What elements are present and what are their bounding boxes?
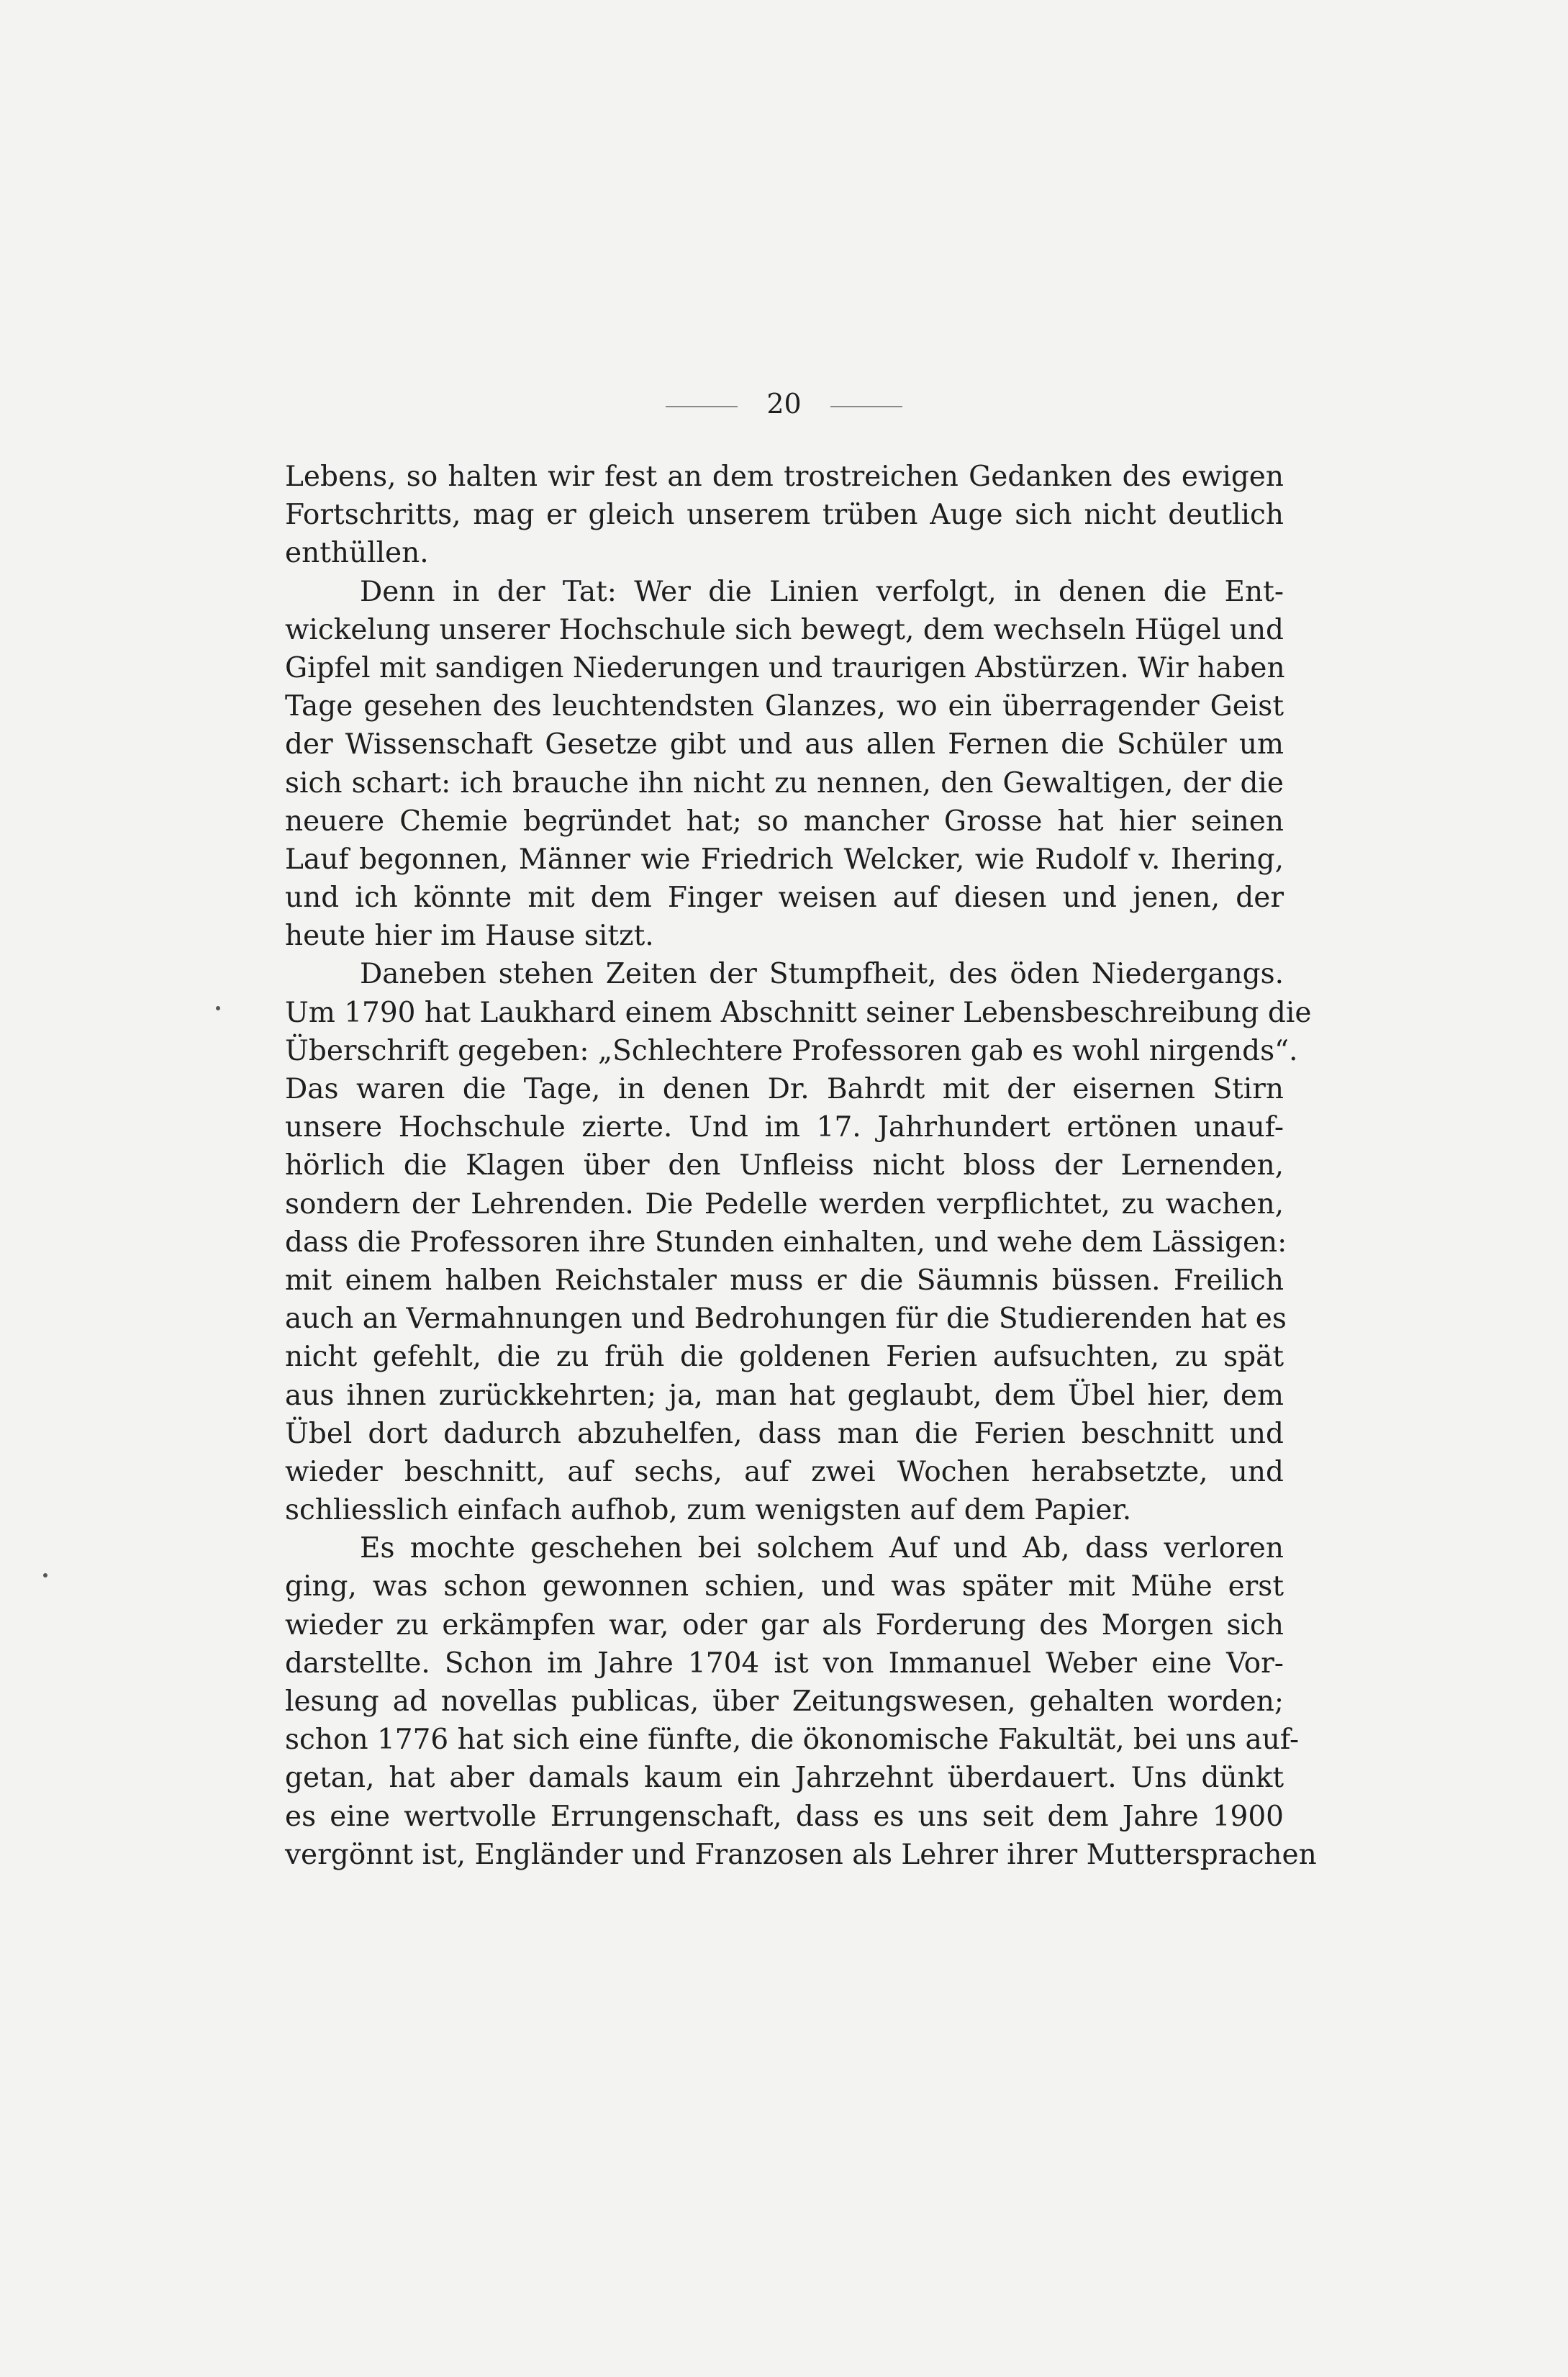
text-line: sondern der Lehrenden. Die Pedelle werden verpflichtet, zu wachen,	[285, 1187, 1284, 1221]
text-line: lesung ad novellas publicas, über Zeitungswesen, gehalten worden;	[285, 1685, 1284, 1718]
body-text	[285, 458, 1317, 1874]
text-line: wieder beschnitt, auf sechs, auf zwei Wochen herabsetzte, und	[285, 1455, 1284, 1488]
text-line: Überschrift gegeben: „Schlechtere Professoren gab es wohl nirgends“.	[285, 1034, 1298, 1067]
text-line: ging, was schon gewonnen schien, und was später mit Mühe erst	[285, 1570, 1284, 1603]
text-line: Das waren die Tage, in denen Dr. Bahrdt mit der eisernen Stirn	[285, 1073, 1284, 1105]
text-line: dass die Professoren ihre Stunden einhalten, und wehe dem Lässigen:	[285, 1226, 1287, 1259]
text-line: getan, hat aber damals kaum ein Jahrzehnt überdauert. Uns dünkt	[285, 1762, 1284, 1795]
scan-speck	[216, 1006, 220, 1010]
text-line: Übel dort dadurch abzuhelfen, dass man die Ferien beschnitt und	[285, 1417, 1284, 1450]
text-line: nicht gefehlt, die zu früh die goldenen Ferien aufsuchten, zu spät	[285, 1341, 1284, 1374]
text-line: Fortschritts, mag er gleich unserem trüben Auge sich nicht deutlich	[285, 499, 1284, 532]
text-line: es eine wertvolle Errungenschaft, dass es uns seit dem Jahre 1900	[285, 1800, 1284, 1833]
text-line: Es mochte geschehen bei solchem Auf und Ab, dass verloren	[360, 1532, 1284, 1565]
text-line: enthüllen.	[285, 537, 429, 570]
text-line: mit einem halben Reichstaler muss er die Säumnis büssen. Freilich	[285, 1264, 1284, 1297]
text-line: Gipfel mit sandigen Niederungen und traurigen Abstürzen. Wir haben	[285, 651, 1285, 684]
text-line: schliesslich einfach aufhob, zum wenigsten auf dem Papier.	[285, 1494, 1132, 1527]
text-line: wieder zu erkämpfen war, oder gar als Forderung des Morgen sich	[285, 1608, 1284, 1642]
text-line: wickelung unserer Hochschule sich bewegt, dem wechseln Hügel und	[285, 613, 1284, 646]
text-line: Daneben stehen Zeiten der Stumpfheit, des öden Niedergangs.	[360, 958, 1284, 991]
text-line: darstellte. Schon im Jahre 1704 ist von Immanuel Weber eine Vor-	[285, 1647, 1284, 1680]
text-line: schon 1776 hat sich eine fünfte, die ökonomische Fakultät, bei uns auf-	[285, 1724, 1300, 1757]
text-line: Lebens, so halten wir fest an dem trostreichen Gedanken des ewigen	[285, 461, 1284, 493]
page-number: 20	[766, 388, 802, 420]
text-line: und ich könnte mit dem Finger weisen auf diesen und jenen, der	[285, 882, 1284, 915]
text-line: der Wissenschaft Gesetze gibt und aus allen Fernen die Schüler um	[285, 728, 1284, 761]
text-line: Tage gesehen des leuchtendsten Glanzes, wo ein überragender Geist	[285, 690, 1284, 723]
text-line: vergönnt ist, Engländer und Franzosen als Lehrer ihrer Muttersprachen	[285, 1838, 1317, 1871]
header-rule-right	[830, 406, 902, 407]
text-line: auch an Vermahnungen und Bedrohungen für die Studierenden hat es	[285, 1303, 1287, 1336]
text-line: neuere Chemie begründet hat; so mancher Grosse hat hier seinen	[285, 805, 1284, 838]
text-line: Um 1790 hat Laukhard einem Abschnitt seiner Lebensbeschreibung die	[285, 996, 1312, 1029]
text-line: hörlich die Klagen über den Unfleiss nicht bloss der Lernenden,	[285, 1149, 1284, 1182]
text-line: sich schart: ich brauche ihn nicht zu nennen, den Gewaltigen, der die	[285, 766, 1284, 800]
text-line: Lauf begonnen, Männer wie Friedrich Welcker, wie Rudolf v. Ihering,	[285, 843, 1284, 876]
text-line: unsere Hochschule zierte. Und im 17. Jahrhundert ertönen unauf-	[285, 1111, 1284, 1144]
text-line: Denn in der Tat: Wer die Linien verfolgt, in denen die Ent-	[360, 575, 1284, 608]
page-header	[0, 386, 1568, 422]
text-line: aus ihnen zurückkehrten; ja, man hat geglaubt, dem Übel hier, dem	[285, 1379, 1284, 1412]
text-line: heute hier im Hause sitzt.	[285, 920, 654, 953]
scan-speck	[43, 1573, 47, 1577]
header-rule-left	[666, 406, 738, 407]
